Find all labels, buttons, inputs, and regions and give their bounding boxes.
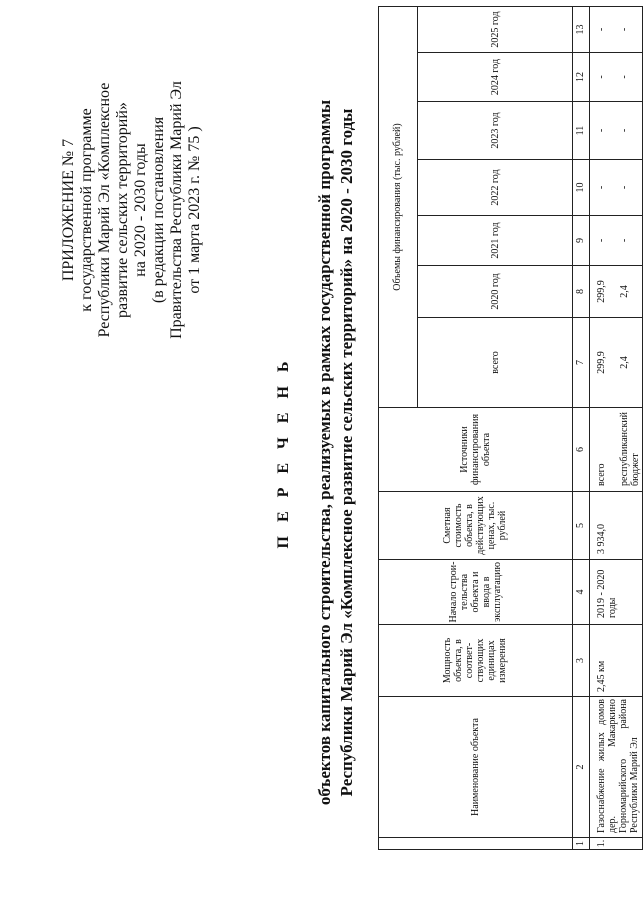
- year-value: -: [619, 185, 630, 190]
- object-name: Газоснабжение жилых домов дер. Макаркино Горномарийского района Республики Марий Эл: [596, 699, 640, 833]
- year-value: -: [619, 128, 630, 133]
- header-funding-sources: Источники финансирования объекта: [458, 413, 492, 486]
- year-value: 299,9: [596, 280, 607, 303]
- object-capacity: 2,45 км: [596, 660, 607, 692]
- document-subtitle-line2: Республики Марий Эл «Комплексное развитие сельских территорий» на 2020 - 2030 годы: [337, 108, 356, 797]
- header-total: всего: [489, 351, 501, 374]
- column-number: 5: [575, 523, 586, 528]
- appendix-line: развитие сельских территорий»: [114, 102, 131, 318]
- column-number: 3: [575, 658, 586, 663]
- header-estimated-cost: Сметная стоимость объекта, в действующих ценах, тыс. рублей: [442, 496, 508, 555]
- header-object-name: Наименование объекта: [469, 718, 481, 816]
- appendix-line: на 2020 - 2030 годы: [132, 143, 149, 277]
- header-funding-volume: Объемы финансирования (тыс. рублей): [392, 123, 403, 291]
- column-number: 7: [575, 360, 586, 365]
- source-total: 2,4: [619, 356, 630, 369]
- column-number: 6: [575, 447, 586, 452]
- document-heading: П Е Р Е Ч Е Н Ь: [275, 356, 292, 549]
- year-value: -: [596, 27, 607, 32]
- appendix-line: от 1 марта 2023 г. № 75 ): [186, 126, 203, 294]
- header-year: 2025 год: [489, 11, 501, 48]
- header-start-period: Начало строительства объекта и ввода в эксплуатацию: [447, 561, 503, 623]
- row-number: 1.: [596, 839, 607, 848]
- header-capacity: Мощность объекта, в соответствующих единицах измерения: [442, 637, 508, 684]
- year-value: -: [596, 185, 607, 190]
- objects-table: [378, 6, 643, 850]
- appendix-line: Республики Марий Эл «Комплексное: [96, 82, 113, 338]
- source-label: республиканский бюджет: [619, 411, 641, 486]
- column-number: 13: [575, 24, 586, 35]
- column-number: 1: [575, 841, 586, 846]
- year-value: -: [596, 238, 607, 243]
- year-value: -: [596, 75, 607, 79]
- year-value: -: [619, 27, 630, 32]
- year-value: -: [619, 238, 630, 243]
- appendix-line: к государственной программе: [78, 108, 95, 312]
- column-number: 12: [575, 72, 586, 82]
- header-year: 2021 год: [489, 222, 501, 259]
- column-number: 9: [575, 238, 586, 243]
- appendix-line: ПРИЛОЖЕНИЕ № 7: [60, 138, 77, 282]
- column-number: 11: [575, 125, 586, 136]
- source-label: всего: [596, 463, 607, 486]
- header-year: 2023 год: [489, 112, 501, 149]
- year-value: 2,4: [619, 285, 630, 298]
- header-year: 2020 год: [489, 273, 501, 310]
- year-value: -: [619, 75, 630, 79]
- column-number: 10: [575, 182, 586, 193]
- header-year: 2024 год: [489, 58, 501, 96]
- object-cost: 3 934,0: [596, 524, 607, 554]
- object-period: 2019 - 2020 годы: [596, 569, 618, 618]
- year-value: -: [596, 128, 607, 133]
- appendix-line: Правительства Республики Марий Эл: [168, 81, 185, 339]
- document-subtitle-line1: объектов капитального строительства, реализуемых в рамках государственной программы: [315, 99, 334, 806]
- column-number: 8: [575, 289, 586, 294]
- column-number: 4: [575, 589, 586, 595]
- column-number: 2: [575, 764, 586, 770]
- header-year: 2022 год: [489, 169, 501, 206]
- appendix-block: [60, 45, 204, 375]
- source-total: 299,9: [596, 351, 607, 374]
- appendix-line: (в редакции постановления: [150, 116, 167, 304]
